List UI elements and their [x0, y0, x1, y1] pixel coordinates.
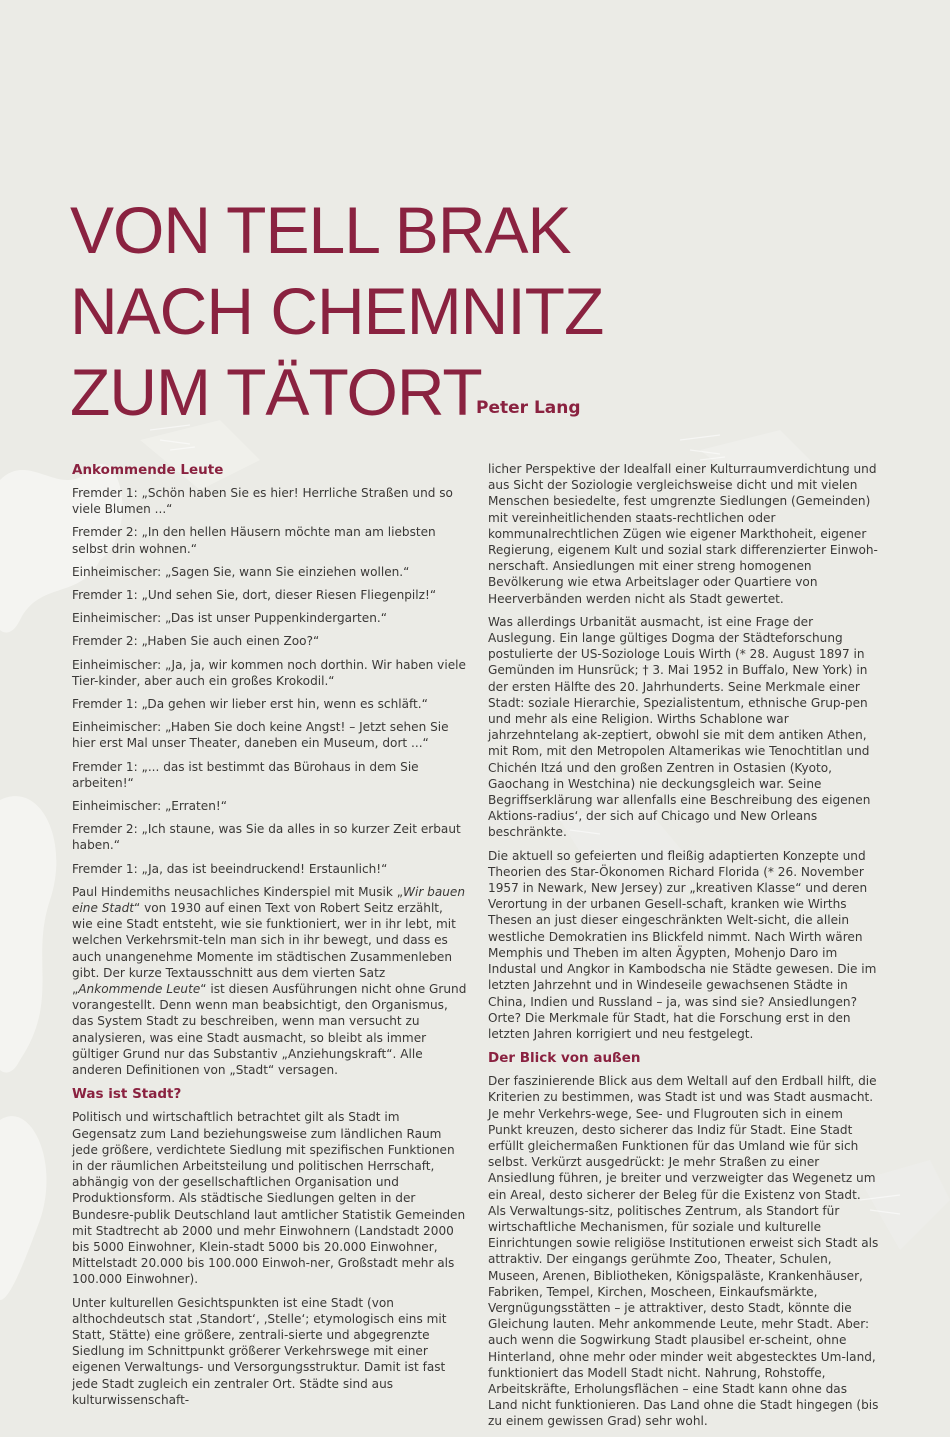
- paragraph-blick: Der faszinierende Blick aus dem Weltall auf den Erdball hilft, die Kriterien zu bestimmen, was Stadt ist und was Stadt ausmacht. Je mehr Verkehrs-wege, See- und Flugrouten sich in einem Punkt kreuzen, desto sicherer das Indiz für Stadt. Eine Stadt erfüllt gleichermaßen Funktionen für das Umland wie für sich selbst. Verkürzt ausgedrückt: Je mehr Straßen zu einer Ansiedlung führen, je breiter und verzweigter das Wegenetz um ein Areal, desto sicherer der Beleg für die Existenz von Stadt. Als Verwaltungs-sitz, politisches Zentrum, als Standort für wirtschaftliche Mechanismen, für soziale und kulturelle Einrichtungen sowie religiöse Institutionen erweist sich Stadt als attraktiv. Der eingangs gerühmte Zoo, Theater, Schulen, Museen, Arenen, Bibliotheken, Königspaläste, Krankenhäuser, Fabriken, Tempel, Kirchen, Moscheen, Einkaufsmärkte, Vergnügungsstätten – je attraktiver, desto Stadt, könnte die Gleichung lauten. Mehr ankommende Leute, mehr Stadt. Aber: auch wenn die Sogwirkung Stadt plausibel er-scheint, ohne Hinterland, ohne mehr oder minder weit abgestecktes Um-land, funktioniert das Modell Stadt nicht. Nahrung, Rohstoffe, Arbeitskräfte, Erholungsflächen – eine Stadt kann ohne das Land nicht funktionieren. Das Land ohne die Stadt hingegen (bis zu einem gewissen Grad) sehr wohl.: [488, 1074, 879, 1429]
- title-line-2: NACH CHEMNITZ: [70, 274, 604, 348]
- intro-text-a: Paul Hindemiths neusachliches Kinderspiel mit Musik „: [72, 884, 404, 899]
- dialogue-line: Fremder 2: „Haben Sie auch einen Zoo?“: [72, 634, 320, 649]
- dialogue-line: Fremder 1: „Ja, das ist beeindruckend! Erstaunlich!“: [72, 861, 388, 876]
- right-column: [488, 461, 880, 1437]
- paragraph-urbanitaet: Was allerdings Urbanität ausmacht, ist eine Frage der Auslegung. Ein lange gültiges Dogma der Städteforschung postulierte der US-Soziologe Louis Wirth (* 28. August 1897 in Gemünden im Hunsrück; † 3. Mai 1952 in Buffalo, New York) in der ersten Hälfte des 20. Jahrhunderts. Seine Merkmale einer Stadt: soziale Hierarchie, Spezialistentum, ethnische Grup-pen und mehr als eine Religion. Wirths Schablone war jahrzehntelang ak-zeptiert, obwohl sie mit dem antiken Athen, mit Rom, mit den Metropolen Altamerikas wie Tenochtitlan und Chichén Itzá und den großen Zentren in Ostasien (Kyoto, Gaochang in Westchina) nie deckungsgleich war. Seine Begriffserklärung war allenfalls eine Beschreibung des eigenen Aktions-radius‘, der sich auf Chicago und New Orleans beschränkte.: [488, 614, 871, 840]
- title-line-1: VON TELL BRAK: [70, 193, 571, 267]
- article-title: [70, 190, 603, 433]
- dialogue-line: Einheimischer: „Ja, ja, wir kommen noch dorthin. Wir haben viele Tier-kinder, aber auch ein großes Krokodil.“: [72, 657, 466, 688]
- dialogue-line: Einheimischer: „Haben Sie doch keine Angst! – Jetzt sehen Sie hier erst Mal unser Theater, daneben ein Museum, dort ...“: [72, 720, 449, 751]
- dialogue-line: Einheimischer: „Das ist unser Puppenkindergarten.“: [72, 611, 387, 626]
- intro-movement-italic: Ankommende Leute: [78, 982, 201, 997]
- dialogue-line: Fremder 2: „Ich staune, was Sie da alles in so kurzer Zeit erbaut haben.“: [72, 822, 461, 853]
- dialogue-line: Fremder 1: „Schön haben Sie es hier! Herrliche Straßen und so viele Blumen ...“: [72, 486, 453, 517]
- heading-was-ist-stadt: Was ist Stadt?: [72, 1086, 182, 1103]
- dialogue-line: Fremder 1: „Da gehen wir lieber erst hin, wenn es schläft.“: [72, 697, 428, 712]
- paragraph-kulturell: Unter kulturellen Gesichtspunkten ist eine Stadt (von althochdeutsch stat ‚Standort‘, ‚Stelle‘; etymologisch eins mit Statt, Stätte) eine größere, zentrali-sierte und abgegrenzte Siedlung im Schnittpunkt größerer Verkehrswege mit einer eigenen Verwaltungs- und Versorgungsstruktur. Damit ist fast jede Stadt zugleich ein zentraler Ort. Städte sind aus kulturwissenschaft-: [72, 1295, 447, 1407]
- intro-paragraph: [72, 884, 467, 1078]
- dialogue-line: Einheimischer: „Sagen Sie, wann Sie einziehen wollen.“: [72, 564, 410, 579]
- intro-text-c: “ ist diesen Ausführungen nicht ohne Grund vorangestellt. Denn wenn man beabsichtigt, den Organismus, das System Stadt zu beschreiben, wenn man versucht zu analysieren, was eine Stadt ausmacht, so bleibt als immer gültiger Grund nur das Substantiv „Anziehungskraft“. Alle anderen Definitionen von „Stadt“ versagen.: [72, 982, 467, 1078]
- paragraph-politisch: Politisch und wirtschaftlich betrachtet gilt als Stadt im Gegensatz zum Land beziehungsweise zum ländlichen Raum jede größere, verdichtete Siedlung mit spezifischen Funktionen in der räumlichen Arbeitsteilung und politischen Herrschaft, abhängig von der gesellschaftlichen Organisation und Produktionsform. Als städtische Siedlungen gelten in der Bundesre-publik Deutschland laut amtlicher Statistik Gemeinden mit Stadtrecht ab 2000 und mehr Einwohnern (Landstadt 2000 bis 5000 Einwohner, Klein-stadt 5000 bis 20.000 Einwohner, Mittelstadt 20.000 bis 100.000 Einwoh-ner, Großstadt mehr als 100.000 Einwohner).: [72, 1110, 466, 1287]
- author-name: Peter Lang: [476, 398, 581, 418]
- dialogue-line: Fremder 1: „Und sehen Sie, dort, dieser Riesen Fliegenpilz!“: [72, 588, 437, 603]
- dialogue-line: Einheimischer: „Erraten!“: [72, 799, 228, 814]
- paragraph-florida: Die aktuell so gefeierten und fleißig adaptierten Konzepte und Theorien des Star-Ökonomen Richard Florida (* 26. November 1957 in Newark, New Jersey) zur „kreativen Klasse“ und deren Verortung in der urbanen Gesell-schaft, kranken wie Wirths Thesen an just dieser eingeschränkten Welt-sicht, die allein westliche Demokratien ins Blickfeld nimmt. Nach Wirth wären Memphis und Theben im alten Ägypten, Mohenjo Daro im Industal und Angkor in Kambodscha nie Städte gewesen. Die im letzten Jahrzehnt und in Windeseile gewachsenen Städte in China, Indien und Russland – ja, was sind sie? Ansiedlungen? Orte? Die Merkmale für Stadt, hat die Forschung erst in den letzten Jahren korrigiert und neu festgelegt.: [488, 848, 877, 1041]
- dialogue-line: Fremder 2: „In den hellen Häusern möchte man am liebsten selbst drin wohnen.“: [72, 525, 436, 556]
- dialogue-line: Fremder 1: „... das ist bestimmt das Bürohaus in dem Sie arbeiten!“: [72, 759, 419, 790]
- heading-blick-von-aussen: Der Blick von außen: [488, 1050, 641, 1067]
- paragraph-continued: licher Perspektive der Idealfall einer Kulturraumverdichtung und aus Sicht der Soziologie vergleichsweise dicht und mit vielen Menschen besiedelte, fest umgrenzte Siedlungen (Gemeinden) mit vereinheitlichenden staats-rechtlichen oder kommunalrechtlichen Zügen wie eigener Markthoheit, eigener Regierung, eigenem Kult und sozial stark differenzierter Einwoh-nerschaft. Ansiedlungen mit einer streng homogenen Bevölkerung wie etwa Arbeitslager oder Quartiere von Heerverbänden werden nicht als Stadt gewertet.: [488, 462, 878, 606]
- title-line-3: ZUM TÄTORT: [70, 355, 482, 429]
- intro-title-italic: Wir bauen eine Stadt: [72, 884, 466, 916]
- heading-ankommende-leute: Ankommende Leute: [72, 462, 224, 478]
- left-column: [72, 458, 467, 1415]
- intro-text-b: “ von 1930 auf einen Text von Robert Seitz erzählt, wie eine Stadt entsteht, wie sie funktioniert, wer in ihr lebt, mit welchen Verkehrsmit-teln man sich in ihr bewegt, und dass es auch unangenehme Momente im städtischen Zusammenleben gibt. Der kurze Textausschnitt aus dem vierten Satz „: [72, 901, 456, 997]
